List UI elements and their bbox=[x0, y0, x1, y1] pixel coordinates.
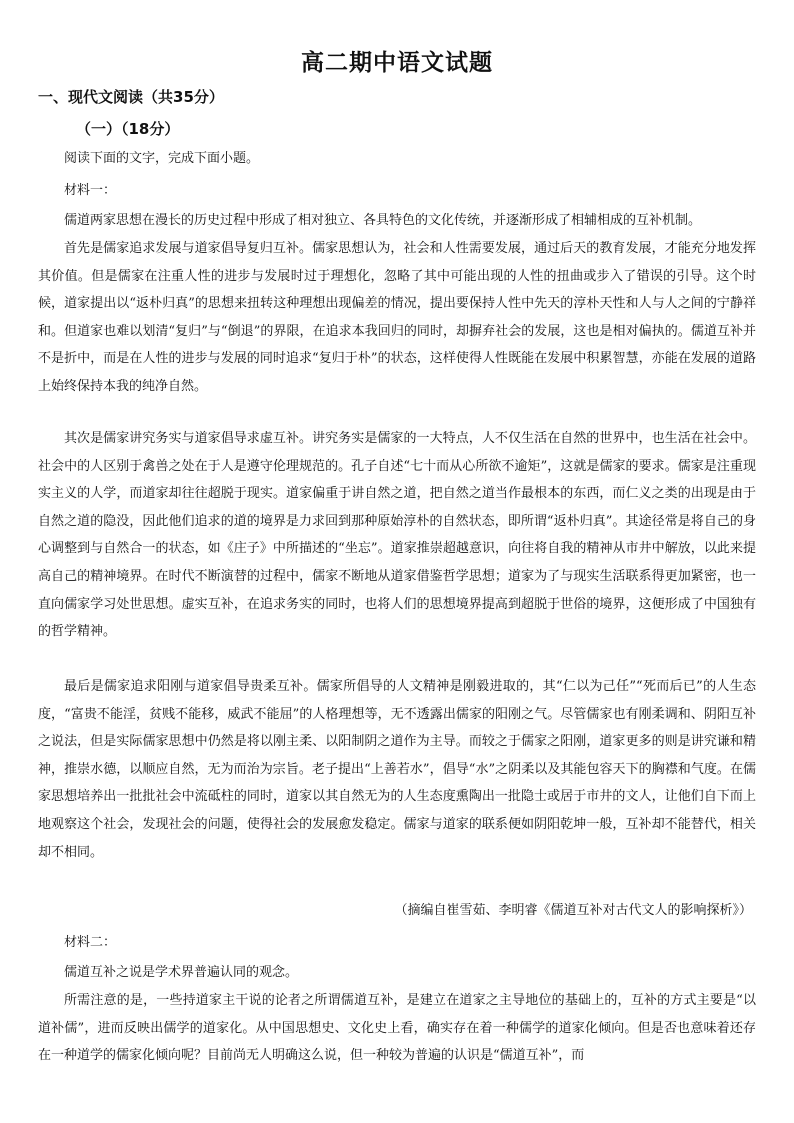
material-one-label: 材料一： bbox=[64, 183, 117, 198]
material-one-paragraph: 最后是儒家追求阳刚与道家倡导贵柔互补。儒家所倡导的人文精神是刚毅进取的，其“仁以为己任”“死而后已”的人生态度，“富贵不能淫，贫贱不能移，威武不能屈”的人格理想等，无不透露出儒家的阳刚之气。尽管儒家也有刚柔调和、阴阳互补之说法，但是实际儒家思想中仍然是将以刚主柔、以阳制阴之道作为主导。而较之于儒家之阳刚，道家更多的则是讲究谦和精神，推崇水德，以顺应自然，无为而治为宗旨。老子提出“上善若水”，倡导“水”之阴柔以及其能包容天下的胸襟和气度。在儒家思想培养出一批批社会中流砥柱的同时，道家以其自然无为的人生态度熏陶出一批隐士或居于市井的文人，让他们自下而上地观察这个社会，发现社会的问题，使得社会的发展愈发稳定。儒家与道家的联系便如阴阳乾坤一般，互补却不能替代，相关却不相同。 bbox=[38, 679, 756, 860]
material-two-paragraph: 儒道互补之说是学术界普遍认同的观念。 bbox=[64, 965, 299, 980]
material-one-paragraph: 首先是儒家追求发展与道家倡导复归互补。儒家思想认为，社会和人性需要发展，通过后天的教育发展，才能充分地发挥其价值。但是儒家在注重人性的进步与发展时过于理想化，忽略了其中可能出现的人性的扭曲或步入了错误的引导。这个时候，道家提出以“返朴归真”的思想来扭转这种理想出现偏差的情况，提出要保持人性中先天的淳朴天性和人与人之间的宁静祥和。但道家也难以划清“复归”与“倒退”的界限，在追求本我回归的同时，却摒弃社会的发展，这也是相对偏执的。儒道互补并不是折中，而是在人性的进步与发展的同时追求“复归于朴”的状态，这样使得人性既能在发展中积累智慧，亦能在发展的道路上始终保持本我的纯净自然。 bbox=[38, 241, 756, 394]
page-title: 高二期中语文试题 bbox=[301, 50, 493, 76]
material-two-label: 材料二： bbox=[64, 935, 117, 950]
part-heading: （一）（18分） bbox=[76, 120, 180, 138]
material-two-paragraph: 所需注意的是，一些持道家主干说的论者之所谓儒道互补，是建立在道家之主导地位的基础上的，互补的方式主要是“以道补儒”，进而反映出儒学的道家化。从中国思想史、文化史上看，确实存在着一种儒学的道家化倾向。但是否也意味着还存在一种道学的儒家化倾向呢？目前尚无人明确这么说，但一种较为普遍的认识是“儒道互补”，而 bbox=[38, 993, 756, 1064]
material-one-paragraph: 其次是儒家讲究务实与道家倡导求虚互补。讲究务实是儒家的一大特点，人不仅生活在自然的世界中，也生活在社会中。社会中的人区别于禽兽之处在于人是遵守伦理规范的。孔子自述“七十而从心所欲不逾矩”，这就是儒家的要求。儒家是注重现实主义的人学，而道家却往往超脱于现实。道家偏重于讲自然之道，把自然之道当作最根本的东西，而仁义之类的出现是由于自然之道的隐没，因此他们追求的道的境界是力求回到那种原始淳朴的自然状态，即所谓“返朴归真”。其途径常是将自己的身心调整到与自然合一的状态，如《庄子》中所描述的“坐忘”。道家推崇超越意识，向往将自我的精神从市井中解放，以此来提高自己的精神境界。在时代不断演替的过程中，儒家不断地从道家借鉴哲学思想；道家为了与现实生活联系得更加紧密，也一直向儒家学习处世思想。虚实互补，在追求务实的同时，也将人们的思想境界提高到超脱于世俗的境界，这便形成了中国独有的哲学精神。 bbox=[38, 431, 756, 640]
source-citation: （摘编自崔雪茹、李明睿《儒道互补对古代文人的影响探析》） bbox=[394, 903, 752, 918]
instruction-text: 阅读下面的文字，完成下面小题。 bbox=[64, 151, 260, 166]
material-one-paragraph: 儒道两家思想在漫长的历史过程中形成了相对独立、各具特色的文化传统，并逐渐形成了相辅相成的互补机制。 bbox=[64, 213, 702, 228]
section-heading: 一、现代文阅读（共35分） bbox=[38, 88, 224, 106]
